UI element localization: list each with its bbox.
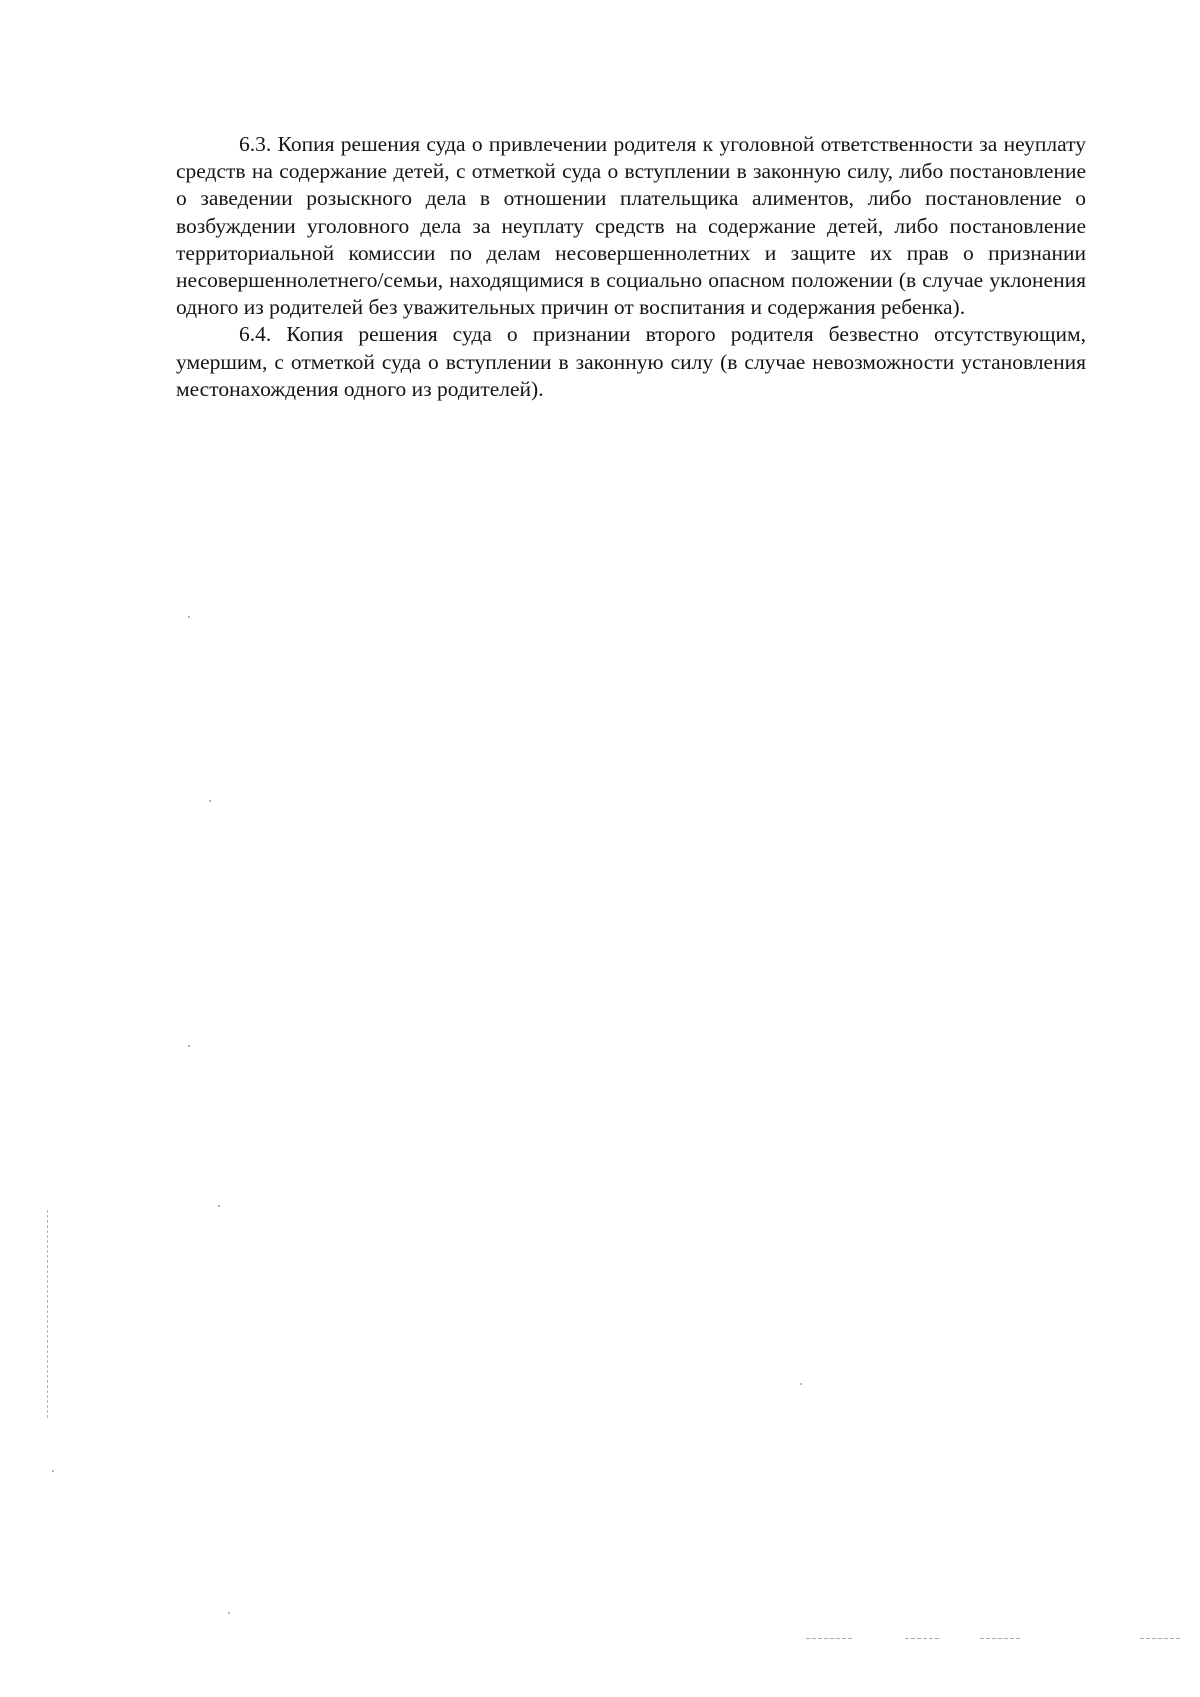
scan-speck — [188, 616, 190, 618]
scan-dash — [980, 1638, 1022, 1639]
scan-speck — [228, 1612, 230, 1614]
scan-edge-artifact — [47, 1210, 48, 1420]
scan-dash — [806, 1638, 854, 1639]
scan-speck — [800, 1383, 802, 1385]
document-body — [176, 131, 1086, 403]
scan-speck — [188, 1045, 190, 1047]
paragraph-6-4: 6.4. Копия решения суда о признании второго родителя безвестно отсутствующим, умершим, с отметкой суда о вступлении в законную силу (в случае невозможности установления местонахождения одного из родителей). — [176, 322, 1086, 401]
scan-dash — [1140, 1638, 1182, 1639]
scan-speck — [52, 1470, 54, 1472]
scan-dash — [905, 1638, 941, 1639]
scan-speck — [209, 800, 211, 802]
scan-speck — [218, 1205, 220, 1207]
paragraph-6-3: 6.3. Копия решения суда о привлечении родителя к уголовной ответственности за неуплату средств на содержание детей, с отметкой суда о вступлении в законную силу, либо постановление о заведении розыскного дела в отношении плательщика алиментов, либо постановление о возбуждении уголовного дела за неуплату средств на содержание детей, либо постановление территориальной комиссии по делам несовершеннолетних и защите их прав о признании несовершеннолетнего/семьи, находящимися в социально опасном положении (в случае уклонения одного из родителей без уважительных причин от воспитания и содержания ребенка). — [176, 132, 1086, 320]
